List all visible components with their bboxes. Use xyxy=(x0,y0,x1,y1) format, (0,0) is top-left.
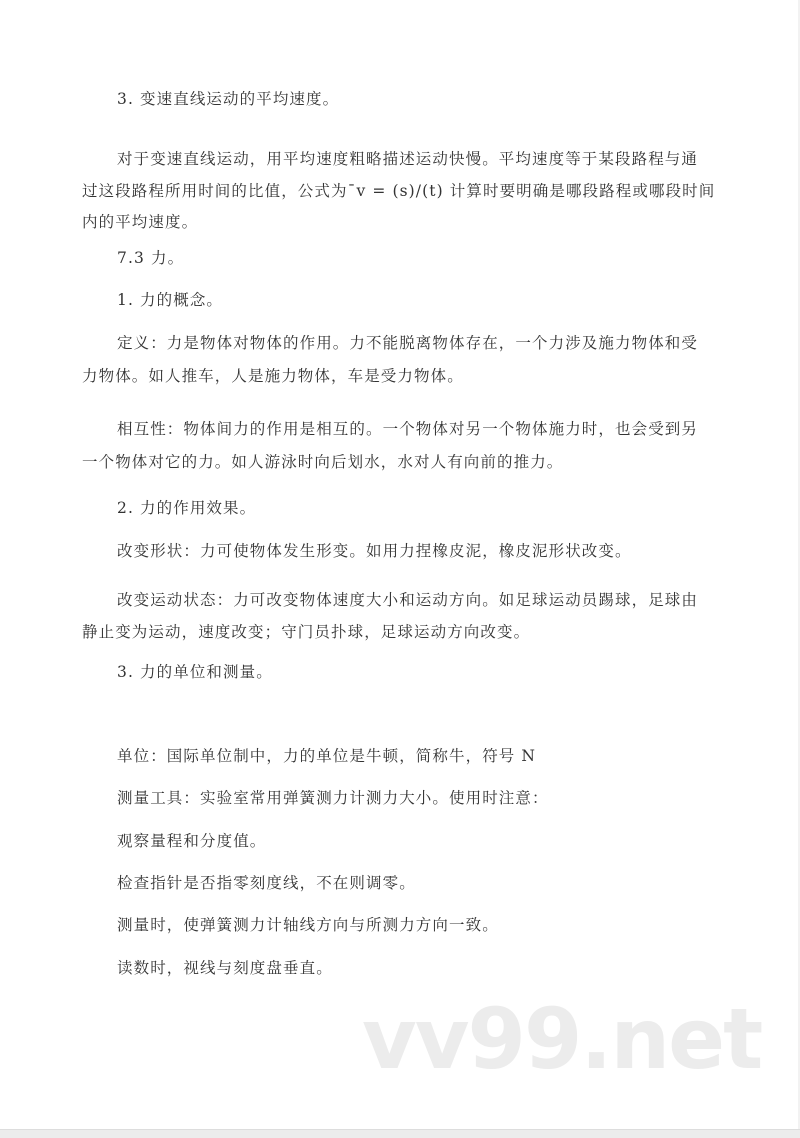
paragraph-line: 过这段路程所用时间的比值，公式为ˉv = (s)/(t) 计算时要明确是哪段路程或哪段时间 xyxy=(82,182,716,200)
list-item: 观察量程和分度值。 xyxy=(117,832,267,850)
list-item: 检查指针是否指零刻度线，不在则调零。 xyxy=(117,874,416,892)
paragraph-line: 改变运动状态：力可改变物体速度大小和运动方向。如足球运动员踢球，足球由 xyxy=(117,591,699,609)
paragraph-line: 静止变为运动，速度改变；守门员扑球，足球运动方向改变。 xyxy=(82,623,531,641)
list-item: 读数时，视线与刻度盘垂直。 xyxy=(117,959,333,977)
paragraph-line: 单位：国际单位制中，力的单位是牛顿，简称牛，符号 N xyxy=(117,747,537,765)
paragraph-line: 对于变速直线运动，用平均速度粗略描述运动快慢。平均速度等于某段路程与通 xyxy=(117,150,699,168)
paragraph-line: 内的平均速度。 xyxy=(82,213,199,231)
paragraph-line: 改变形状：力可使物体发生形变。如用力捏橡皮泥，橡皮泥形状改变。 xyxy=(117,542,632,560)
section-heading: 1. 力的概念。 xyxy=(117,291,224,309)
section-heading: 7.3 力。 xyxy=(117,249,185,267)
section-heading: 3. 变速直线运动的平均速度。 xyxy=(117,90,340,108)
section-heading: 3. 力的单位和测量。 xyxy=(117,663,273,681)
watermark: vv99.net xyxy=(362,990,762,1088)
paragraph-line: 力物体。如人推车，人是施力物体，车是受力物体。 xyxy=(82,367,464,385)
paragraph-line: 测量工具：实验室常用弹簧测力计测力大小。使用时注意： xyxy=(117,789,549,807)
paragraph-line: 相互性：物体间力的作用是相互的。一个物体对另一个物体施力时，也会受到另 xyxy=(117,420,699,438)
paragraph-line: 一个物体对它的力。如人游泳时向后划水，水对人有向前的推力。 xyxy=(82,453,564,471)
paragraph-line: 定义：力是物体对物体的作用。力不能脱离物体存在，一个力涉及施力物体和受 xyxy=(117,334,699,352)
section-heading: 2. 力的作用效果。 xyxy=(117,499,257,517)
list-item: 测量时，使弹簧测力计轴线方向与所测力方向一致。 xyxy=(117,916,499,934)
